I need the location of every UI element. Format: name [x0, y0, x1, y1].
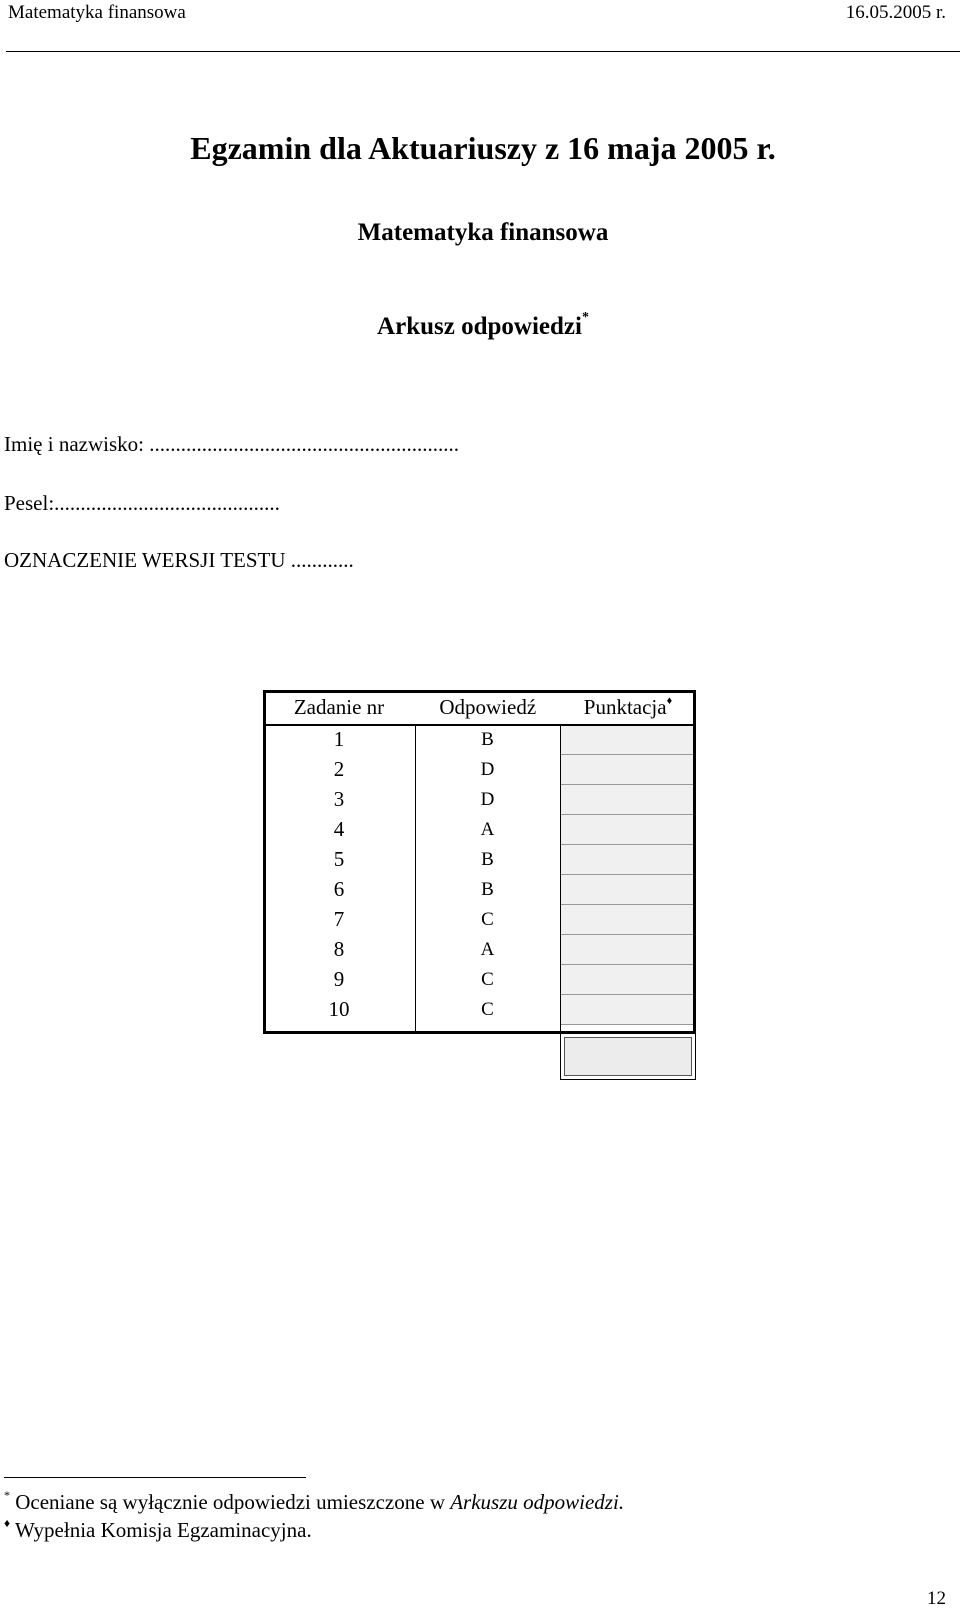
name-field: Imię i nazwisko: ...........................................................	[4, 432, 459, 456]
table-row	[263, 935, 696, 965]
task-number-cell: 3	[333, 787, 345, 811]
column-header-score-text: Punktacja	[583, 694, 667, 719]
score-cell	[561, 785, 696, 815]
score-cell	[561, 845, 696, 875]
score-cell	[561, 875, 696, 905]
answer-cell: B	[481, 728, 494, 750]
footnote-2	[4, 1516, 312, 1543]
answer-table-column-rule	[415, 724, 416, 1034]
score-cell	[561, 905, 696, 935]
pesel-field: Pesel:...........................................	[4, 491, 280, 515]
score-cell	[561, 995, 696, 1025]
footnote-1	[4, 1488, 624, 1515]
sheet-title	[0, 310, 960, 341]
score-total-box	[560, 1033, 696, 1080]
answer-table-header	[263, 690, 696, 725]
score-footnote-mark: ♦	[666, 694, 673, 707]
sheet-title-text: Arkusz odpowiedzi	[377, 313, 582, 340]
footnote-1-mark: *	[4, 1488, 10, 1502]
score-cell	[561, 815, 696, 845]
footnote-2-mark: ♦	[4, 1516, 11, 1530]
task-number-cell: 8	[333, 937, 345, 961]
answer-table-body	[263, 725, 696, 1025]
score-cell	[561, 935, 696, 965]
table-row	[263, 995, 696, 1025]
score-cell	[561, 965, 696, 995]
task-number-cell: 10	[328, 997, 350, 1021]
subject-title: Matematyka finansowa	[357, 219, 609, 246]
footnote-1-italic: Arkuszu odpowiedzi.	[450, 1490, 625, 1514]
task-number-cell: 2	[333, 757, 345, 781]
footnote-divider	[4, 1477, 306, 1478]
header-divider	[6, 51, 960, 52]
table-row	[263, 845, 696, 875]
answer-cell: D	[480, 758, 495, 780]
task-number-cell: 4	[333, 817, 345, 841]
test-version-field: OZNACZENIE WERSJI TESTU ............	[4, 548, 354, 572]
answer-cell: C	[481, 908, 494, 930]
score-total-field	[564, 1037, 692, 1076]
answer-cell: C	[481, 968, 494, 990]
header-date: 16.05.2005 r.	[845, 2, 946, 23]
answer-cell: A	[480, 938, 495, 960]
task-number-cell: 6	[333, 877, 345, 901]
task-number-cell: 5	[333, 847, 345, 871]
table-row	[263, 785, 696, 815]
score-cell	[561, 725, 696, 755]
answer-table-header-rule	[263, 724, 696, 726]
table-row	[263, 905, 696, 935]
page-title: Egzamin dla Aktuariuszy z 16 maja 2005 r.	[190, 130, 776, 166]
answer-table	[263, 690, 696, 1025]
answer-table-column-rule	[560, 724, 561, 1034]
task-number-cell: 7	[333, 907, 345, 931]
footnote-1-text: Oceniane są wyłącznie odpowiedzi umieszczone w	[15, 1490, 445, 1514]
table-row	[263, 755, 696, 785]
sheet-title-footnote-mark: *	[581, 310, 589, 325]
table-row	[263, 725, 696, 755]
column-header-answer: Odpowiedź	[439, 694, 537, 719]
task-number-cell: 1	[333, 727, 345, 751]
table-row	[263, 815, 696, 845]
column-header-score	[561, 690, 696, 725]
page-number: 12	[927, 1588, 946, 1609]
footnote-2-text: Wypełnia Komisja Egzaminacyjna.	[15, 1518, 312, 1542]
table-row	[263, 965, 696, 995]
table-row	[263, 875, 696, 905]
score-cell	[561, 755, 696, 785]
answer-cell: A	[480, 818, 495, 840]
answer-cell: C	[481, 998, 494, 1020]
answer-cell: B	[481, 878, 494, 900]
answer-cell: D	[480, 788, 495, 810]
task-number-cell: 9	[333, 967, 345, 991]
column-header-task: Zadanie nr	[293, 694, 385, 719]
header-subject: Matematyka finansowa	[8, 2, 186, 23]
answer-cell: B	[481, 848, 494, 870]
